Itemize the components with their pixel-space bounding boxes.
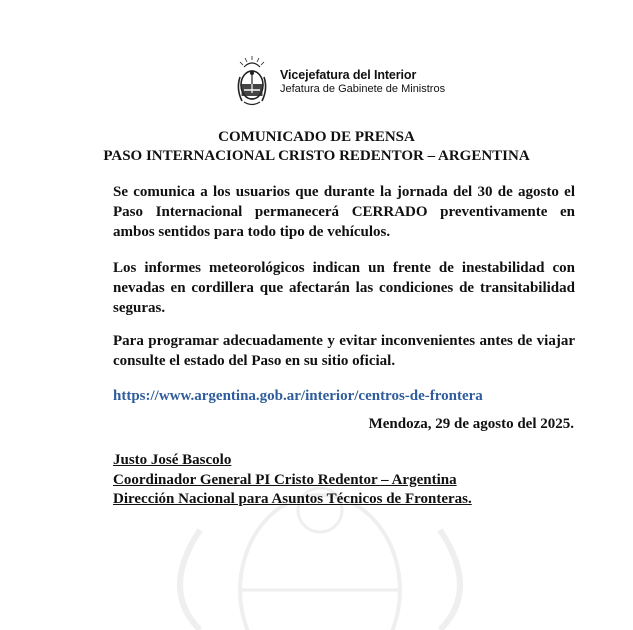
date-line: Mendoza, 29 de agosto del 2025. [368, 416, 574, 432]
letterhead [234, 54, 445, 110]
press-release-title [0, 128, 633, 166]
title-line-1: COMUNICADO DE PRENSA [218, 129, 415, 145]
org-name: Vicejefatura del Interior [280, 68, 417, 82]
signature-block [113, 451, 472, 510]
signer-name: Justo José Bascolo [113, 452, 232, 468]
official-site-link[interactable]: https://www.argentina.gob.ar/interior/centros-de-frontera [113, 388, 483, 404]
org-subtitle: Jefatura de Gabinete de Ministros [280, 83, 446, 95]
signer-role: Coordinador General PI Cristo Redentor – Argentina [113, 471, 457, 488]
paragraph-weather: Los informes meteorológicos indican un frente de inestabilidad con nevadas en cordillera que afectarán las condiciones de transitabilidad seguras. [113, 260, 575, 316]
title-line-2: PASO INTERNACIONAL CRISTO REDENTOR – ARGENTINA [103, 148, 530, 164]
paragraph-instructions: Para programar adecuadamente y evitar inconvenientes antes de viajar consulte el estado del Paso en su sitio oficial. [113, 333, 575, 369]
coat-of-arms-icon [234, 55, 270, 109]
signer-office: Dirección Nacional para Asuntos Técnicos de Fronteras. [113, 491, 472, 507]
paragraph-closure: Se comunica a los usuarios que durante la jornada del 30 de agosto el Paso Internacional permanecerá CERRADO preventivamente en ambos sentidos para todo tipo de vehículos. [113, 184, 575, 240]
